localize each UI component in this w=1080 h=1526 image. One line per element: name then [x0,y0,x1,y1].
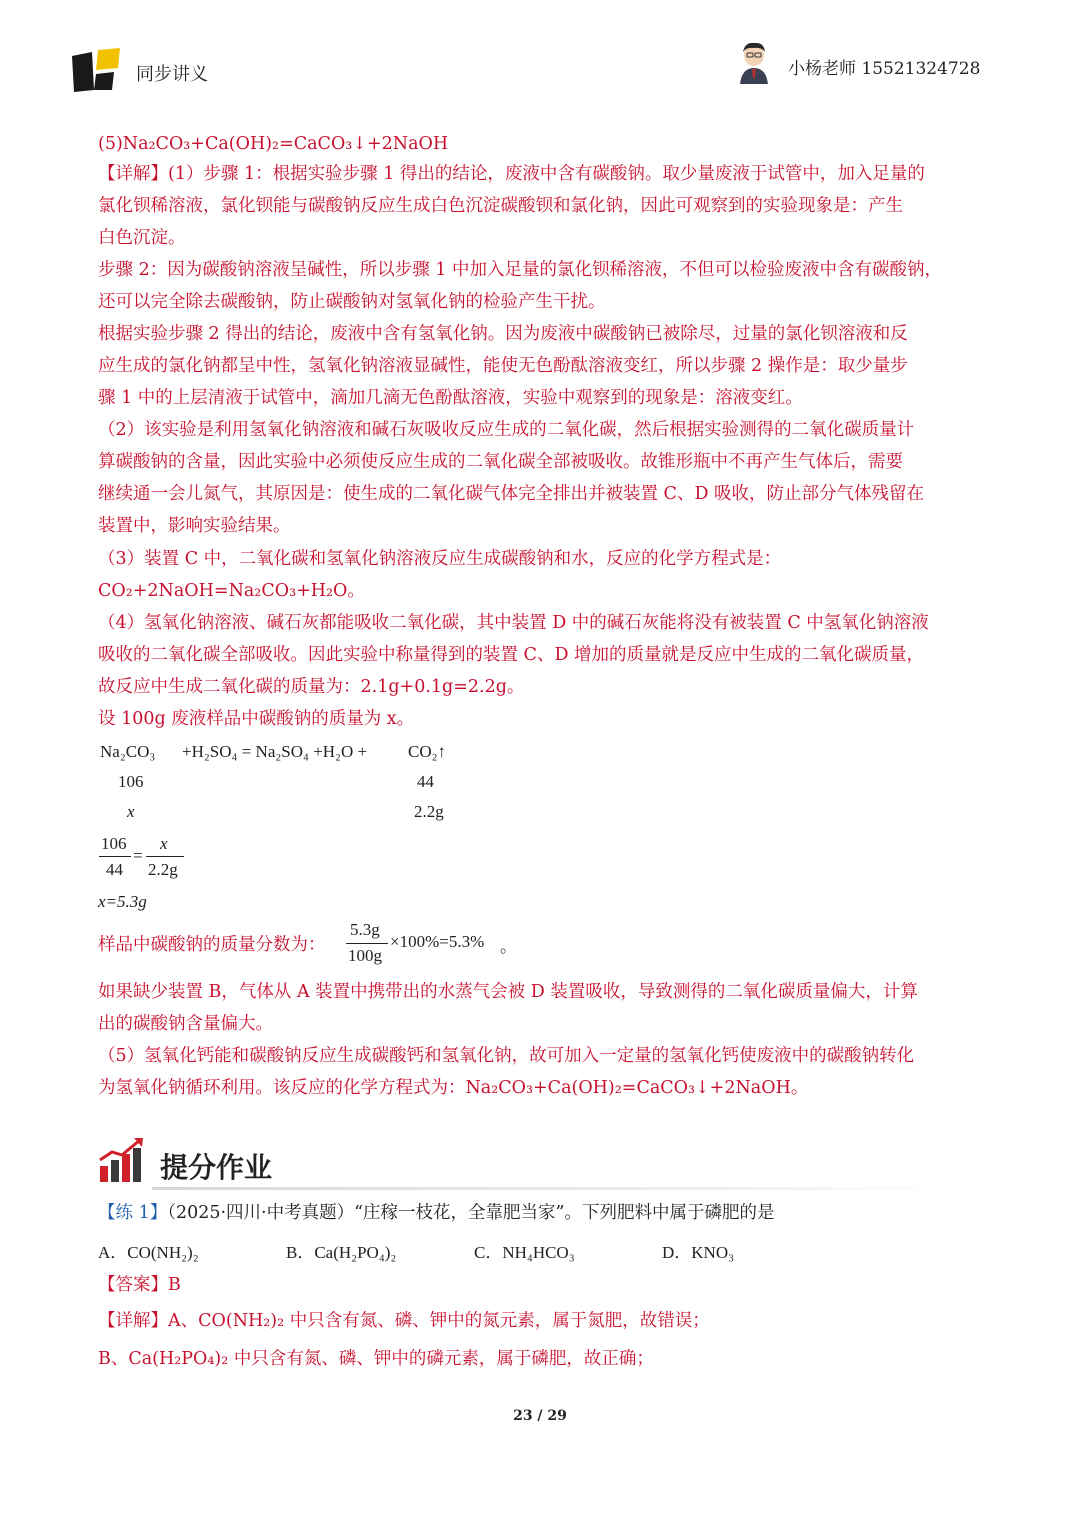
equation-reactant: Na₂CO₃ [100,742,156,761]
fraction-num: 5.3g [350,920,380,939]
detail-line: （2）该实验是利用氢氧化钠溶液和碱石灰吸收反应生成的二氧化碳，然后根据实验测得的二氧化碳质量计 [98,420,915,440]
fraction-prefix: 样品中碳酸钠的质量分数为： [98,935,326,955]
detail-line: 如果缺少装置 B，气体从 A 装置中携带出的水蒸气会被 D 装置吸收，导致测得的二氧化碳质量偏大，计算 [98,982,918,1002]
answer-label: 【答案】B [98,1275,181,1295]
header-title: 同步讲义 [136,64,208,85]
detail-line: 骤 1 中的上层清液于试管中，滴加几滴无色酚酞溶液，实验中观察到的现象是：溶液变红。 [98,388,803,408]
mass-right: 2.2g [414,802,444,821]
ratio-den-right: 2.2g [148,860,178,879]
detail-line: （3）装置 C 中，二氧化碳和氢氧化钠溶液反应生成碳酸钠和水，反应的化学方程式是： [98,549,782,569]
fraction-end: 。 [500,937,517,956]
page-number: 23 / 29 [513,1408,567,1424]
option-d: D．KNO₃ [662,1243,735,1262]
detail-line: 还可以完全除去碳酸钠，防止碳酸钠对氢氧化钠的检验产生干扰。 [98,292,606,312]
detail-line: 根据实验步骤 2 得出的结论，废液中含有氢氧化钠。因为废液中碳酸钠已被除尽，过量的氯化钡溶液和反 [98,324,908,344]
option-b: B．Ca(H₂PO₄)₂ [286,1243,397,1262]
ratio-num-right: x [160,834,168,853]
detail-line: CO₂+2NaOH=Na₂CO₃+H₂O。 [98,581,365,601]
fraction-den: 100g [348,946,382,965]
equation-product: CO₂↑ [408,742,447,761]
fraction-bar [146,856,184,857]
exercise-question: （2025·四川·中考真题）“庄稼一枝花，全靠肥当家”。下列肥料中属于磷肥的是 [167,1203,775,1223]
teacher-contact: 小杨老师 15521324728 [788,59,981,79]
result-line: x=5.3g [98,892,147,911]
detail-line: 出的碳酸钠含量偏大。 [98,1014,273,1034]
detail-line: 装置中，影响实验结果。 [98,516,291,536]
detail-line: 应生成的氯化钠都呈中性，氢氧化钠溶液显碱性，能使无色酚酞溶液变红，所以步骤 2 操作是：取少量步 [98,356,908,376]
detail-line: B、Ca(H₂PO₄)₂ 中只含有氮、磷、钾中的磷元素，属于磷肥，故正确； [98,1349,654,1369]
detail-line: （4）氢氧化钠溶液、碱石灰都能吸收二氧化碳，其中装置 D 中的碱石灰能将没有被装置 C 中氢氧化钠溶液 [98,613,929,633]
detail-line: 为氢氧化钠循环利用。该反应的化学方程式为：Na₂CO₃+Ca(OH)₂=CaCO₃↓+2NaOH。 [98,1078,809,1098]
detail-line: 步骤 2：因为碳酸钠溶液呈碱性，所以步骤 1 中加入足量的氯化钡稀溶液，不但可以检验废液中含有碳酸钠， [98,260,942,280]
var-left: x [127,802,135,821]
equation-middle: +H₂SO₄ = Na₂SO₄ +H₂O + [182,742,368,761]
ratio-den-left: 44 [106,860,123,879]
exercise-question-line [98,1202,775,1224]
detail-line: 【详解】A、CO(NH₂)₂ 中只含有氮、磷、钾中的氮元素，属于氮肥，故错误； [98,1311,710,1331]
detail-line: 算碳酸钠的含量，因此实验中必须使反应生成的二氧化碳全部被吸收。故锥形瓶中不再产生气体后，需要 [98,452,903,472]
mr-right: 44 [417,772,434,791]
detail-line: 白色沉淀。 [98,228,186,248]
mr-left: 106 [118,772,144,791]
fraction-bar [346,943,388,944]
section-title: 提分作业 [160,1151,273,1184]
detail-line: 故反应中生成二氧化碳的质量为：2.1g+0.1g=2.2g。 [98,677,525,697]
option-c: C．NH₄HCO₃ [474,1243,575,1262]
growth-chart-icon [96,1136,146,1186]
logo-icon [70,48,126,94]
fraction-bar [99,856,131,857]
detail-line: 吸收的二氧化碳全部吸收。因此实验中称量得到的装置 C、D 增加的质量就是反应中生成的二氧化碳质量， [98,645,925,665]
answer-line: (5)Na₂CO₃+Ca(OH)₂=CaCO₃↓+2NaOH [98,134,449,154]
option-a: A．CO(NH₂)₂ [98,1243,199,1262]
detail-line: 继续通一会儿氮气，其原因是：使生成的二氧化碳气体完全排出并被装置 C、D 吸收，防止部分气体残留在 [98,484,925,504]
section-divider [152,1187,952,1190]
ratio-equals: = [133,846,143,865]
teacher-avatar-icon [734,40,774,84]
fraction-suffix: ×100%=5.3% [390,932,485,951]
detail-line: 设 100g 废液样品中碳酸钠的质量为 x。 [98,709,415,729]
exercise-tag: 【练 1】 [98,1203,168,1223]
ratio-num-left: 106 [101,834,127,853]
detail-line: 氯化钡稀溶液，氯化钡能与碳酸钠反应生成白色沉淀碳酸钡和氯化钠，因此可观察到的实验现象是：产生 [98,196,903,216]
detail-line: （5）氢氧化钙能和碳酸钠反应生成碳酸钙和氢氧化钠，故可加入一定量的氢氧化钙使废液中的碳酸钠转化 [98,1046,915,1066]
detail-line: 【详解】(1）步骤 1：根据实验步骤 1 得出的结论，废液中含有碳酸钠。取少量废液于试管中，加入足量的 [98,164,925,184]
